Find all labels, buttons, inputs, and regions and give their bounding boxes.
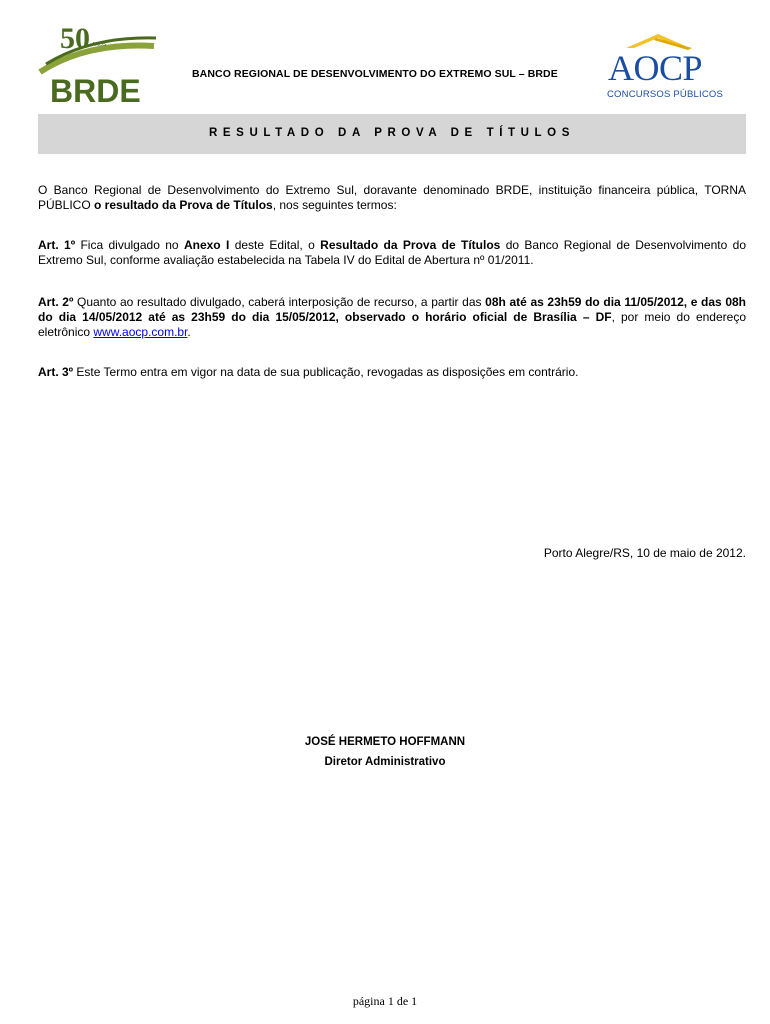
signatory-name: JOSÉ HERMETO HOFFMANN — [304, 736, 466, 748]
brde-logo-name: BRDE — [50, 73, 141, 106]
aocp-logo — [602, 34, 734, 100]
article-1-label: Art. 1º — [38, 238, 76, 252]
aocp-website-link[interactable]: www.aocp.com.br — [93, 325, 188, 339]
document-date: Porto Alegre/RS, 10 de maio de 2012. — [543, 546, 746, 560]
brde-logo-anos: ANOS — [92, 42, 107, 48]
signatory-role: Diretor Administrativo — [324, 756, 446, 768]
page-number: página 1 de 1 — [352, 994, 418, 1008]
header-title: BANCO REGIONAL DE DESENVOLVIMENTO DO EXTREMO SUL – BRDE — [192, 68, 558, 80]
brde-logo — [36, 22, 160, 106]
intro-paragraph: O Banco Regional de Desenvolvimento do Extremo Sul, doravante denominado BRDE, instituição financeira pública, TORNA PÚBLICO o resultado da Prova de Títulos, nos seguintes termos: — [38, 183, 746, 212]
article-3-label: Art. 3º — [38, 365, 74, 379]
article-2-label: Art. 2º — [38, 295, 74, 309]
title-bar — [38, 114, 746, 154]
aocp-logo-sub: CONCURSOS PÚBLICOS — [607, 89, 724, 100]
article-1: Art. 1º Fica divulgado no Anexo I deste Edital, o Resultado da Prova de Títulos do Banco Regional de Desenvolvimento do Extremo Sul, conforme avaliação estabelecida na Tabela IV do Edital de Abertura nº 01/2011. — [38, 238, 746, 267]
brde-logo-number: 50 — [60, 22, 90, 55]
article-2: Art. 2º Quanto ao resultado divulgado, caberá interposição de recurso, a partir das 08h até as 23h59 do dia 11/05/2012, e das 08h do dia 14/05/2012 até as 23h59 do dia 15/05/2012, observado o horário oficial de Brasília – DF, por meio do endereço eletrônico www.aocp.com.br. — [38, 295, 746, 339]
document-title: RESULTADO DA PROVA DE TÍTULOS — [209, 127, 575, 139]
aocp-logo-name: AOCP — [608, 48, 703, 88]
article-3: Art. 3º Este Termo entra em vigor na data de sua publicação, revogadas as disposições em contrário. — [38, 365, 579, 379]
